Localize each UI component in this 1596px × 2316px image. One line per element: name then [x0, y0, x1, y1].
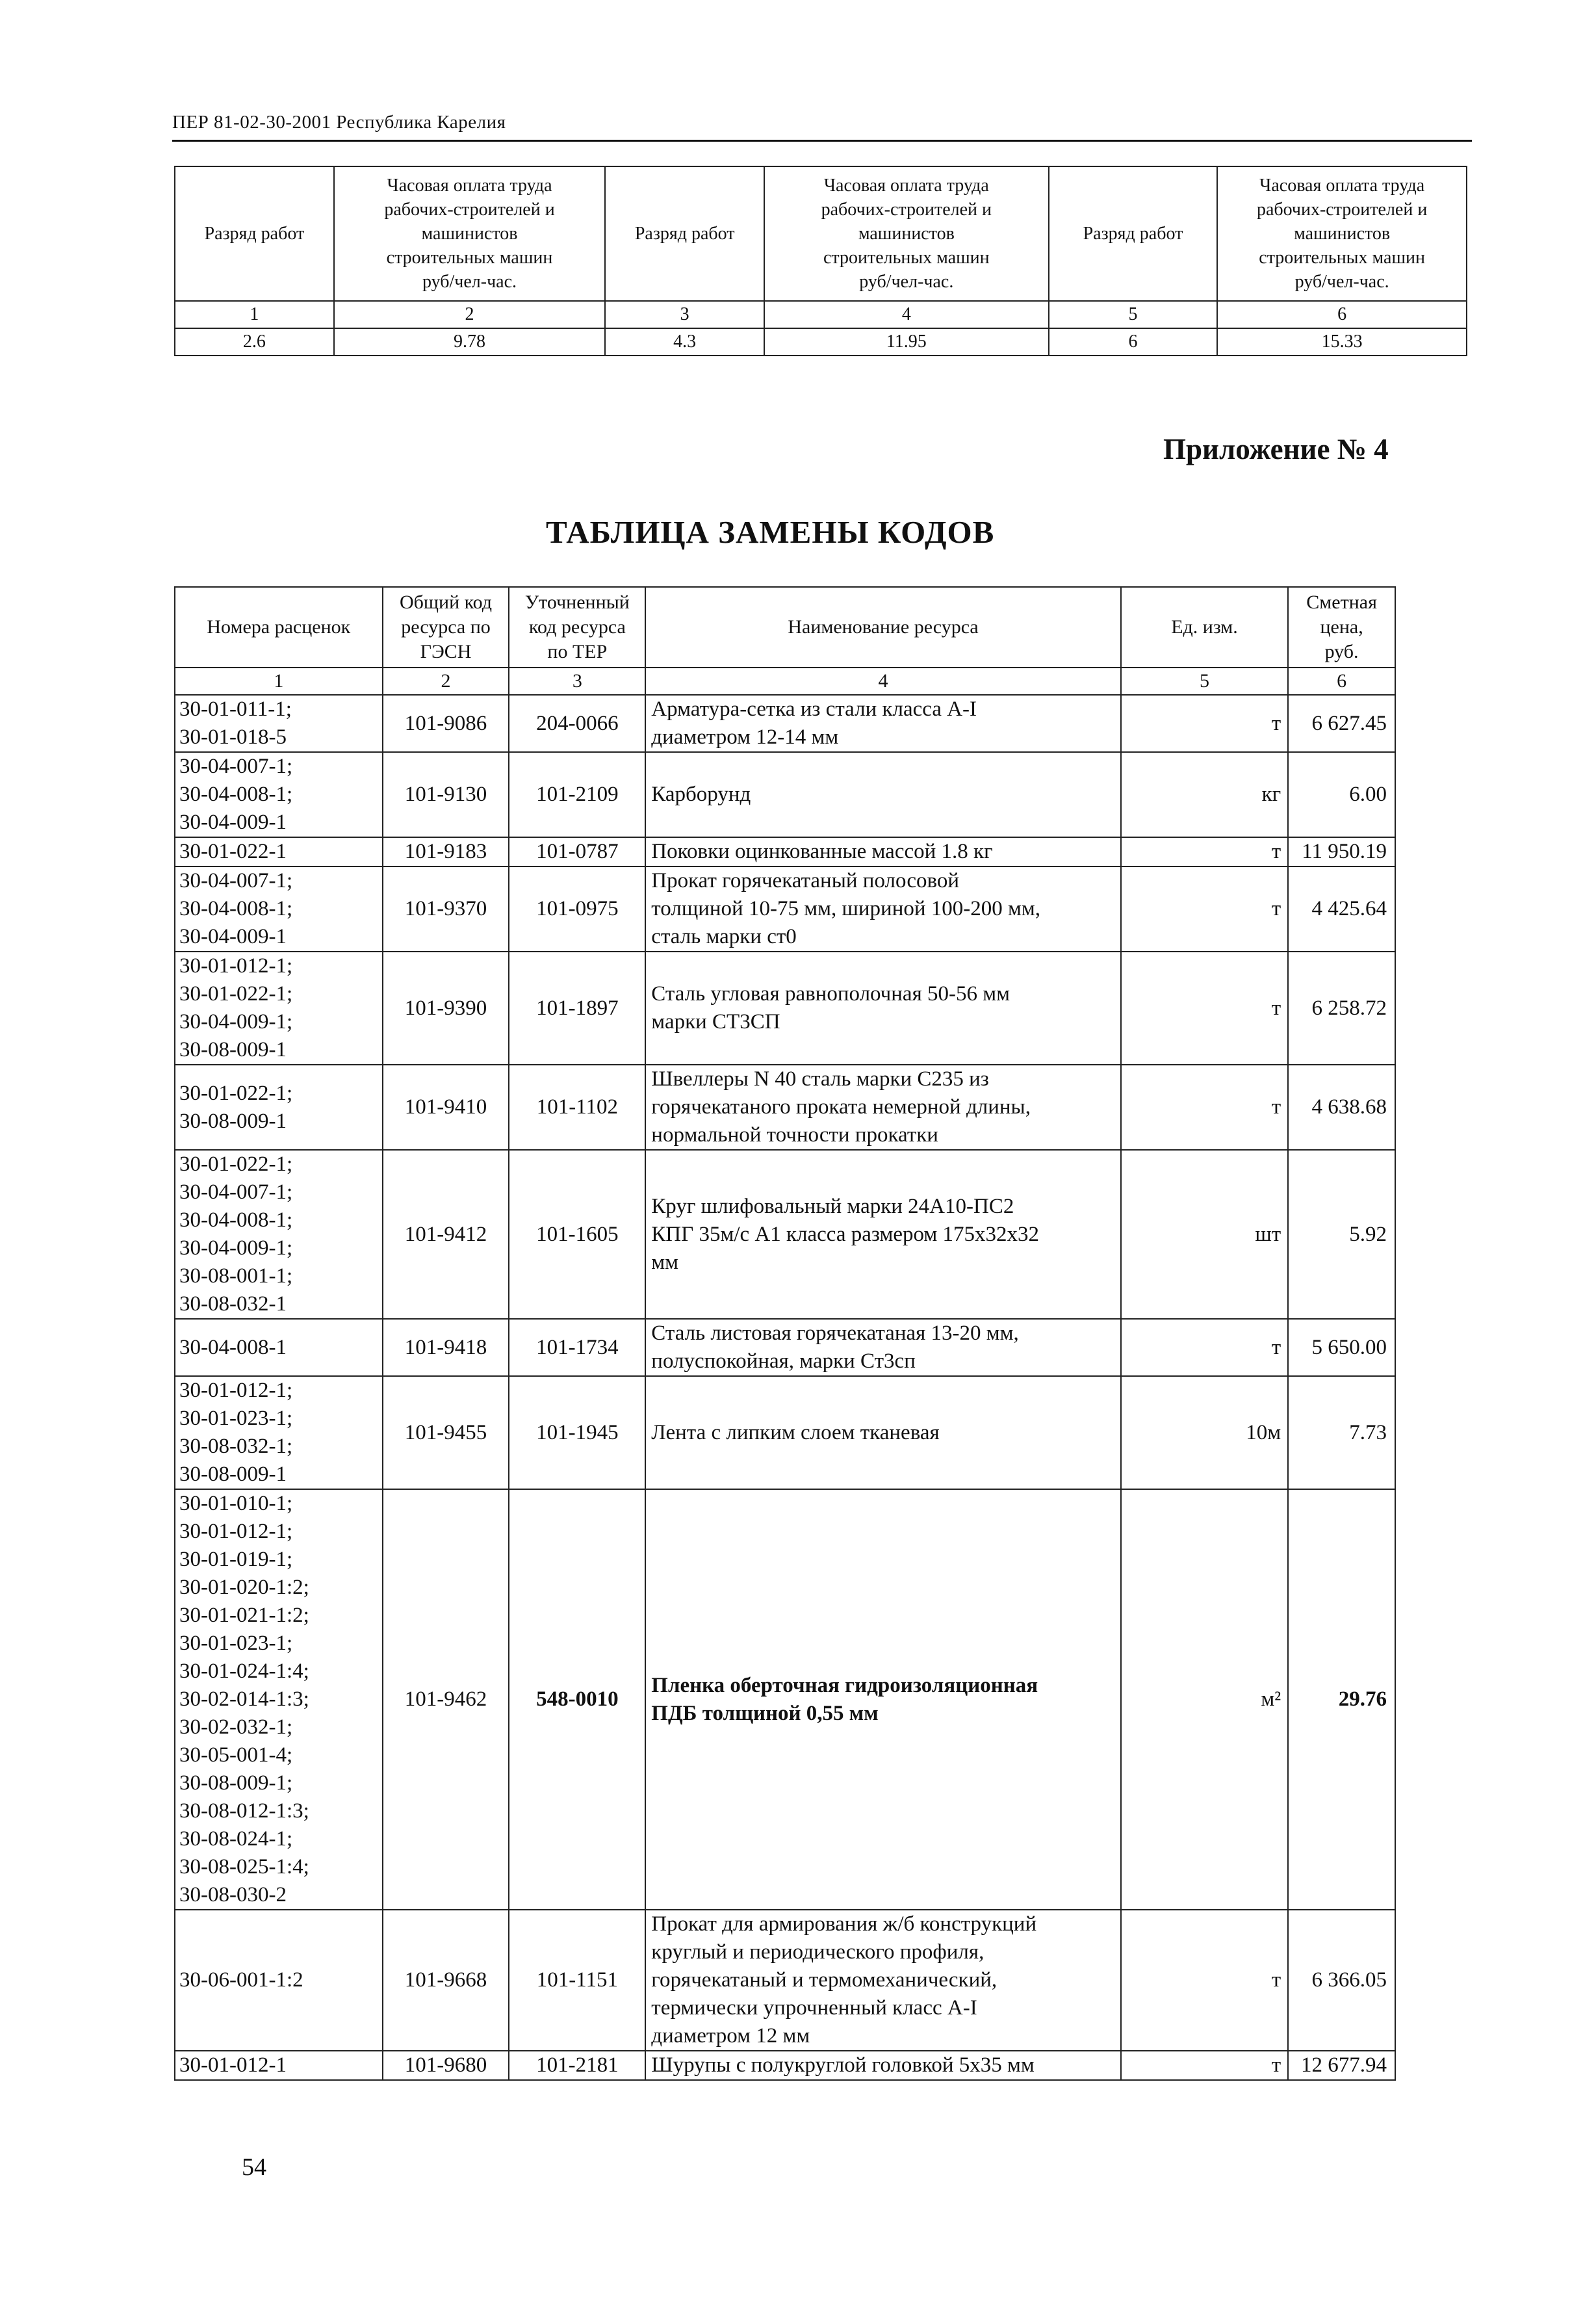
header-specified-code: [509, 587, 645, 668]
resource-name-line: Карборунд: [651, 783, 751, 806]
unit: м²: [1121, 1489, 1288, 1910]
col-number: 6: [1288, 668, 1395, 695]
col-number: 3: [605, 301, 764, 328]
price: 29.76: [1288, 1489, 1395, 1910]
header-line: Сметная: [1306, 592, 1377, 613]
rate-number: 30-02-014-1:3;: [179, 1687, 309, 1711]
rate-number: 30-01-022-1;: [179, 1081, 293, 1105]
rate-number: 30-04-007-1;: [179, 1180, 293, 1204]
general-code: 101-9462: [383, 1489, 509, 1910]
rate-numbers-cell: [175, 1065, 383, 1150]
general-code: 101-9390: [383, 952, 509, 1065]
header-price: [1288, 587, 1395, 668]
price: 4 425.64: [1288, 866, 1395, 952]
rate-number: 30-01-021-1:2;: [179, 1604, 309, 1627]
rate-number: 30-02-032-1;: [179, 1715, 293, 1739]
header-line: руб.: [1324, 641, 1359, 662]
general-code: 101-9455: [383, 1376, 509, 1489]
specified-code: 101-1734: [509, 1319, 645, 1376]
specified-code: 101-0787: [509, 837, 645, 866]
resource-name-line: Арматура-сетка из стали класса А-I: [651, 697, 977, 721]
rate-number: 30-08-001-1;: [179, 1264, 293, 1288]
unit: т: [1121, 952, 1288, 1065]
rate-number: 30-08-032-1;: [179, 1435, 293, 1458]
price: 4 638.68: [1288, 1065, 1395, 1150]
table-row: [175, 752, 1395, 837]
resource-name-line: толщиной 10-75 мм, шириной 100-200 мм,: [651, 897, 1041, 920]
rate-number: 30-04-008-1: [179, 1335, 287, 1359]
pay-header-line: руб/чел-час.: [422, 272, 517, 292]
resource-name-line: марки СТ3СП: [651, 1010, 780, 1034]
resource-name: [645, 866, 1120, 952]
table-row: [175, 695, 1395, 752]
resource-name-line: КПГ 35м/с А1 класса размером 175х32х32: [651, 1222, 1039, 1246]
specified-code: 101-1102: [509, 1065, 645, 1150]
grade-header-1: Разряд работ: [175, 166, 334, 301]
resource-name-line: Поковки оцинкованные массой 1.8 кг: [651, 840, 993, 863]
unit: 10м: [1121, 1376, 1288, 1489]
table-row: [175, 837, 1395, 866]
header-line: Уточненный: [524, 592, 630, 613]
rate-number: 30-04-009-1: [179, 811, 287, 834]
page-header: ПЕР 81-02-30-2001 Республика Карелия: [172, 112, 506, 133]
header-line: Общий код: [399, 592, 493, 613]
rate-value: 6: [1049, 328, 1218, 356]
header-line: цена,: [1320, 616, 1363, 638]
rate-number: 30-04-008-1;: [179, 1208, 293, 1232]
price: 6 366.05: [1288, 1910, 1395, 2051]
table-row: [175, 2051, 1395, 2080]
resource-name: [645, 1376, 1120, 1489]
col-number: 6: [1217, 301, 1467, 328]
header-unit: [1121, 587, 1288, 668]
price: 6.00: [1288, 752, 1395, 837]
pay-header-line: рабочих-строителей и: [384, 200, 555, 220]
table-row: [175, 1319, 1395, 1376]
resource-name: [645, 1489, 1120, 1910]
rate-numbers-cell: [175, 695, 383, 752]
pay-header-line: строительных машин: [1259, 248, 1425, 268]
header-rule: [172, 140, 1472, 142]
col-number: 3: [509, 668, 645, 695]
resource-name-line: диаметром 12 мм: [651, 2024, 810, 2048]
rate-number: 30-04-009-1;: [179, 1010, 293, 1034]
price: 11 950.19: [1288, 837, 1395, 866]
rate-number: 30-04-008-1;: [179, 897, 293, 920]
unit: т: [1121, 1319, 1288, 1376]
general-code: 101-9086: [383, 695, 509, 752]
table-row: [175, 1150, 1395, 1319]
codes-table: [174, 586, 1396, 2081]
resource-name-line: Шурупы с полукруглой головкой 5х35 мм: [651, 2053, 1035, 2077]
rate-number: 30-04-008-1;: [179, 783, 293, 806]
general-code: 101-9410: [383, 1065, 509, 1150]
resource-name: [645, 1910, 1120, 2051]
rate-numbers-cell: [175, 1910, 383, 2051]
rate-number: 30-01-012-1;: [179, 1379, 293, 1402]
rate-number: 30-01-022-1;: [179, 982, 293, 1006]
pay-header-line: руб/чел-час.: [1294, 272, 1389, 292]
general-code: 101-9130: [383, 752, 509, 837]
resource-name-line: горячекатаный и термомеханический,: [651, 1968, 997, 1992]
general-code: 101-9418: [383, 1319, 509, 1376]
unit: т: [1121, 866, 1288, 952]
pay-header-line: Часовая оплата труда: [1259, 176, 1425, 196]
rate-number: 30-01-023-1;: [179, 1407, 293, 1430]
rate-number: 30-08-012-1:3;: [179, 1799, 309, 1823]
pay-header-line: Часовая оплата труда: [823, 176, 989, 196]
general-code: 101-9412: [383, 1150, 509, 1319]
rate-number: 30-04-007-1;: [179, 869, 293, 892]
resource-name: [645, 837, 1120, 866]
specified-code: 204-0066: [509, 695, 645, 752]
pay-header-2: [764, 166, 1049, 301]
pay-header-line: машинистов: [1294, 224, 1391, 244]
specified-code: 548-0010: [509, 1489, 645, 1910]
resource-name: [645, 952, 1120, 1065]
specified-code: 101-0975: [509, 866, 645, 952]
rate-number: 30-06-001-1:2: [179, 1968, 303, 1992]
rate-number: 30-08-024-1;: [179, 1827, 293, 1851]
rate-value: 11.95: [764, 328, 1049, 356]
rate-numbers-cell: [175, 752, 383, 837]
rate-number: 30-01-024-1:4;: [179, 1659, 309, 1683]
table-row: [175, 1489, 1395, 1910]
rate-number: 30-01-020-1:2;: [179, 1576, 309, 1599]
table-row: [175, 1065, 1395, 1150]
pay-header-3: [1217, 166, 1467, 301]
price: 6 258.72: [1288, 952, 1395, 1065]
appendix-label: Приложение № 4: [1163, 433, 1389, 465]
resource-name-line: Сталь угловая равнополочная 50-56 мм: [651, 982, 1010, 1006]
rate-number: 30-08-009-1: [179, 1038, 287, 1061]
price: 12 677.94: [1288, 2051, 1395, 2080]
pay-header-line: строительных машин: [386, 248, 553, 268]
pay-header-line: рабочих-строителей и: [821, 200, 992, 220]
rate-number: 30-04-007-1;: [179, 755, 293, 778]
specified-code: 101-1151: [509, 1910, 645, 2051]
rate-numbers-cell: [175, 866, 383, 952]
resource-name-line: ПДБ толщиной 0,55 мм: [651, 1701, 879, 1725]
resource-name: [645, 1065, 1120, 1150]
resource-name: [645, 695, 1120, 752]
general-code: 101-9370: [383, 866, 509, 952]
header-line: ресурса по: [401, 616, 491, 638]
resource-name-line: горячекатаного проката немерной длины,: [651, 1095, 1031, 1119]
pay-header-line: машинистов: [421, 224, 518, 244]
specified-code: 101-1605: [509, 1150, 645, 1319]
rate-number: 30-01-012-1: [179, 2053, 287, 2077]
rate-value: 2.6: [175, 328, 334, 356]
rate-number: 30-01-012-1;: [179, 1520, 293, 1543]
rate-number: 30-08-030-2: [179, 1883, 287, 1906]
resource-name: [645, 1319, 1120, 1376]
col-number: 1: [175, 668, 383, 695]
table-row: [175, 952, 1395, 1065]
unit: шт: [1121, 1150, 1288, 1319]
resource-name-line: Круг шлифовальный марки 24А10-ПС2: [651, 1194, 1014, 1218]
header-line: код ресурса: [528, 616, 626, 638]
price: 7.73: [1288, 1376, 1395, 1489]
rate-numbers-cell: [175, 1150, 383, 1319]
table-row: [175, 866, 1395, 952]
rate-value: 15.33: [1217, 328, 1467, 356]
resource-name-line: нормальной точности прокатки: [651, 1123, 938, 1147]
unit: т: [1121, 1910, 1288, 2051]
table-title: ТАБЛИЦА ЗАМЕНЫ КОДОВ: [546, 514, 995, 550]
resource-name-line: мм: [651, 1250, 679, 1274]
resource-name: [645, 1150, 1120, 1319]
col-number: 4: [764, 301, 1049, 328]
specified-code: 101-1897: [509, 952, 645, 1065]
resource-name-line: Швеллеры N 40 сталь марки С235 из: [651, 1067, 989, 1091]
unit: т: [1121, 1065, 1288, 1150]
header-line: ГЭСН: [420, 641, 472, 662]
general-code: 101-9668: [383, 1910, 509, 2051]
col-number: 1: [175, 301, 334, 328]
header-line: Ед. изм.: [1171, 616, 1238, 638]
rate-number: 30-08-009-1: [179, 1109, 287, 1133]
header-line: по ТЕР: [547, 641, 608, 662]
rate-numbers-cell: [175, 952, 383, 1065]
table-row: [175, 1376, 1395, 1489]
rate-number: 30-01-010-1;: [179, 1492, 293, 1515]
rate-number: 30-08-025-1:4;: [179, 1855, 309, 1879]
col-number: 2: [383, 668, 509, 695]
header-rates: [175, 587, 383, 668]
grade-header-2: Разряд работ: [605, 166, 764, 301]
rate-numbers-cell: [175, 837, 383, 866]
pay-header-line: руб/чел-час.: [859, 272, 954, 292]
unit: т: [1121, 837, 1288, 866]
col-number: 4: [645, 668, 1120, 695]
pay-header-line: строительных машин: [823, 248, 990, 268]
header-line: Номера расценок: [207, 616, 351, 638]
col-number: 5: [1049, 301, 1218, 328]
unit: т: [1121, 695, 1288, 752]
grade-header-3: Разряд работ: [1049, 166, 1218, 301]
rate-number: 30-01-018-5: [179, 725, 287, 749]
resource-name-line: сталь марки ст0: [651, 925, 797, 948]
unit: кг: [1121, 752, 1288, 837]
resource-name-line: Прокат горячекатаный полосовой: [651, 869, 959, 892]
rate-number: 30-01-022-1: [179, 840, 287, 863]
rate-value: 4.3: [605, 328, 764, 356]
table-row: [175, 1910, 1395, 2051]
resource-name-line: Лента с липким слоем тканевая: [651, 1420, 940, 1444]
header-resource-name: [645, 587, 1120, 668]
price: 5 650.00: [1288, 1319, 1395, 1376]
resource-name-line: диаметром 12-14 мм: [651, 725, 839, 749]
specified-code: 101-2109: [509, 752, 645, 837]
rate-number: 30-01-019-1;: [179, 1548, 293, 1571]
pay-header-line: машинистов: [858, 224, 955, 244]
resource-name-line: круглый и периодического профиля,: [651, 1940, 985, 1964]
rate-number: 30-05-001-4;: [179, 1743, 293, 1767]
price: 5.92: [1288, 1150, 1395, 1319]
rate-number: 30-01-012-1;: [179, 954, 293, 978]
rate-numbers-cell: [175, 1489, 383, 1910]
resource-name-line: термически упрочненный класс А-I: [651, 1996, 977, 2020]
resource-name-line: Сталь листовая горячекатаная 13-20 мм,: [651, 1321, 1019, 1345]
rate-number: 30-08-032-1: [179, 1292, 287, 1316]
rate-number: 30-04-009-1: [179, 925, 287, 948]
pay-header-line: рабочих-строителей и: [1256, 200, 1428, 220]
resource-name: [645, 752, 1120, 837]
price: 6 627.45: [1288, 695, 1395, 752]
rate-number: 30-01-023-1;: [179, 1632, 293, 1655]
resource-name-line: Прокат для армирования ж/б конструкций: [651, 1912, 1037, 1936]
pay-header-line: Часовая оплата труда: [387, 176, 552, 196]
rate-number: 30-01-011-1;: [179, 697, 292, 721]
unit: т: [1121, 2051, 1288, 2080]
header-general-code: [383, 587, 509, 668]
resource-name-line: полуспокойная, марки Ст3сп: [651, 1349, 916, 1373]
rate-numbers-cell: [175, 1376, 383, 1489]
specified-code: 101-2181: [509, 2051, 645, 2080]
rate-number: 30-04-009-1;: [179, 1236, 293, 1260]
rate-value: 9.78: [334, 328, 606, 356]
rate-number: 30-08-009-1;: [179, 1771, 293, 1795]
page-number: 54: [242, 2153, 266, 2181]
pay-header-1: [334, 166, 606, 301]
col-number: 2: [334, 301, 606, 328]
general-code: 101-9183: [383, 837, 509, 866]
resource-name-line: Пленка оберточная гидроизоляционная: [651, 1673, 1038, 1697]
rate-number: 30-01-022-1;: [179, 1152, 293, 1176]
general-code: 101-9680: [383, 2051, 509, 2080]
rate-number: 30-08-009-1: [179, 1463, 287, 1486]
header-line: Наименование ресурса: [788, 616, 979, 638]
specified-code: 101-1945: [509, 1376, 645, 1489]
rate-numbers-cell: [175, 2051, 383, 2080]
col-number: 5: [1121, 668, 1288, 695]
rate-numbers-cell: [175, 1319, 383, 1376]
rate-table: [174, 166, 1467, 356]
resource-name: [645, 2051, 1120, 2080]
